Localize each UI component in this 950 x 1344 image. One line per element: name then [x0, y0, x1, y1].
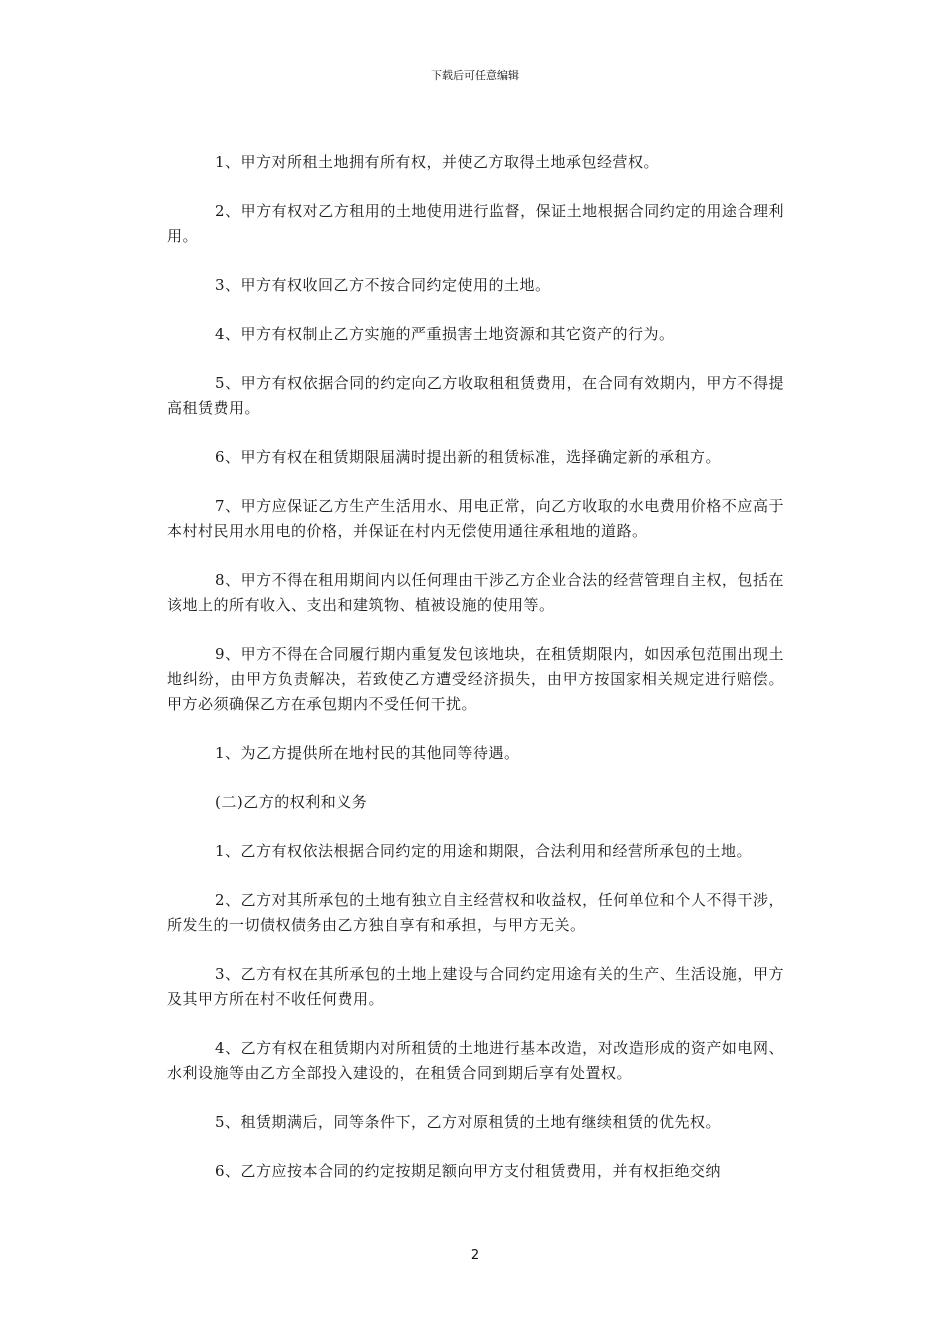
- page-number: 2: [470, 1248, 480, 1263]
- paragraph: 5、甲方有权依据合同的约定向乙方收取租租赁费用，在合同有效期内，甲方不得提高租赁费用。: [167, 374, 784, 417]
- paragraph: 1、甲方对所租土地拥有所有权，并使乙方取得土地承包经营权。: [215, 153, 660, 171]
- paragraph: 9、甲方不得在合同履行期内重复发包该地块，在租赁期限内，如因承包范围出现土地纠纷，由甲方负责解决，若致使乙方遭受经济损失，由甲方按国家相关规定进行赔偿。甲方必须确保乙方在承包期内不受任何干扰。: [167, 645, 784, 713]
- paragraph: 2、乙方对其所承包的土地有独立自主经营权和收益权，任何单位和个人不得干涉，所发生的一切债权债务由乙方独自享有和承担，与甲方无关。: [167, 891, 784, 934]
- paragraph: 3、甲方有权收回乙方不按合同约定使用的土地。: [215, 276, 551, 294]
- paragraph: 8、甲方不得在租用期间内以任何理由干涉乙方企业合法的经营管理自主权，包括在该地上的所有收入、支出和建筑物、植被设施的使用等。: [167, 571, 784, 614]
- paragraph: 4、乙方有权在租赁期内对所租赁的土地进行基本改造，对改造形成的资产如电网、水利设施等由乙方全部投入建设的，在租赁合同到期后享有处置权。: [167, 1039, 784, 1082]
- paragraph: 3、乙方有权在其所承包的土地上建设与合同约定用途有关的生产、生活设施，甲方及其甲方所在村不收任何费用。: [167, 965, 784, 1008]
- paragraph: 7、甲方应保证乙方生产生活用水、用电正常，向乙方收取的水电费用价格不应高于本村村民用水用电的价格，并保证在村内无偿使用通往承租地的道路。: [167, 497, 784, 540]
- paragraph: 5、租赁期满后，同等条件下，乙方对原租赁的土地有继续租赁的优先权。: [215, 1113, 722, 1131]
- paragraph: 1、乙方有权依法根据合同约定的用途和期限，合法利用和经营所承包的土地。: [215, 842, 753, 860]
- paragraph: 2、甲方有权对乙方租用的土地使用进行监督，保证土地根据合同约定的用途合理利用。: [167, 202, 784, 245]
- paragraph: 6、甲方有权在租赁期限届满时提出新的租赁标准，选择确定新的承租方。: [215, 448, 722, 466]
- section-heading: (二)乙方的权利和义务: [215, 793, 368, 811]
- paragraph: 4、甲方有权制止乙方实施的严重损害土地资源和其它资产的行为。: [215, 325, 675, 343]
- page-header: 下载后可任意编辑: [431, 69, 519, 82]
- paragraph: 6、乙方应按本合同的约定按期足额向甲方支付租赁费用，并有权拒绝交纳: [215, 1162, 722, 1180]
- document-body: [167, 150, 784, 1208]
- paragraph: 1、为乙方提供所在地村民的其他同等待遇。: [215, 744, 520, 762]
